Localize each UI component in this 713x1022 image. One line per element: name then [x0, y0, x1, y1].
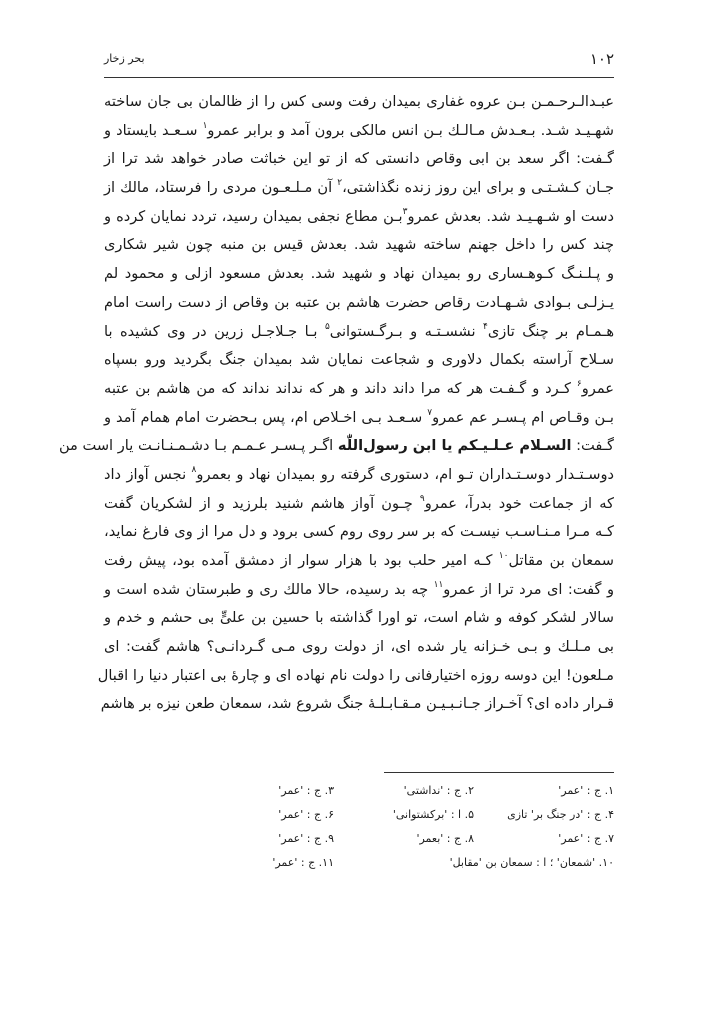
footnote: ۲. ج : 'نداشتی' [403, 784, 474, 797]
footnote: ۶. ج : 'عمر' [278, 808, 334, 821]
page-number: ۱۰۲ [589, 50, 614, 68]
running-title: بحر زخار [104, 52, 145, 65]
text-line: بـن وقـاص ام پـسـر عم عمرو$^۷$ سـعـد بـی اخـلاص ام، پس بـحضرت امام همام آمد و [104, 407, 614, 426]
footnote: ۷. ج : 'عمر' [558, 832, 614, 845]
body-text [58, 88, 615, 719]
footnote-marker: ۴ [483, 321, 488, 332]
footnote-marker: ۱۱ [433, 579, 444, 590]
bold-salutation: السـلام عـلـیـكم یا ابن رسول‌اللّٰه [337, 437, 572, 455]
header-rule [104, 77, 614, 78]
text-line: سـلاح آراسته بكمال دلاوری و شجاعت نمایان شد بمیدان جنگ بگردید ورو بسپاه [104, 351, 614, 369]
text-line: یـزلـی بـوادی شـهـادت رقاص حضرت هاشم بن عتبه بن وقاص از دست راست امام [104, 293, 614, 311]
text-line: گـفت: السـلام عـلـیـكم یا ابن رسول‌اللّٰه اگـر پـسـر عـمـم بـا دشـمـنـانـت یار است من [58, 437, 614, 455]
text-line: جـان كـشـتـی و برای این روز زنده نگذاشتی،$^۲$ آن مـلـعـون مردی را فرستاد، مالك از [104, 178, 614, 197]
footnote-marker: ۱ [202, 120, 208, 131]
footnote: ۹. ج : 'عمر' [278, 832, 334, 845]
text-line: شهـیـد شـد. بـعـدش مـالـك بـن انس مالكی برون آمد و برابر عمرو$^۱$ سـعـد بایستاد و [104, 120, 614, 139]
footnote-marker: ۶ [576, 378, 582, 389]
text-line: مـلعون! این دوسه روزه اختیارفانی را دولت نام نهاده ای و چارۀ بی اعتبار دنیا را اقبال [97, 666, 614, 684]
text-line: و گفت: ای مرد ترا از عمرو$^{۱۱}$ چه بد رسیده، حالا مالك ری و طبرستان شده است و [104, 579, 614, 598]
footnote-marker: ۱۰ [498, 551, 509, 561]
footnote: ۱۰. 'شمعان' ؛ ا : سمعان بن 'مقابل' [449, 856, 614, 869]
footnote-marker: ۷ [427, 407, 433, 418]
footnote-marker: ۸ [191, 464, 197, 475]
footnote-marker: ۳ [402, 206, 408, 217]
text-line: و پـلـنـگ كـوهـساری رو بمیدان نهاد و شهید شد. بعدش مسعود ازلی و محمود لم [104, 265, 614, 283]
footnote: ۱۱. ج : 'عمر' [272, 856, 334, 869]
footnote: ۱. ج : 'عمر' [558, 784, 614, 797]
footnote: ۵. ا : 'برکشتوانی' [392, 808, 474, 821]
footnote-row [194, 779, 614, 803]
text-line: عبـدالـرحـمـن بـن عروه غفاری بمیدان رفت وسی کس را از ظالمان بی جان ساخته [104, 93, 614, 110]
text-line: گـفت: اگر سعد بن ابی وقاص دانستی كه از تو این خباثت صادر خواهد شد ترا از [104, 150, 614, 168]
footnote-row [194, 803, 614, 827]
footnote-marker: ۵ [324, 321, 330, 332]
footnote: ۳. ج : 'عمر' [278, 784, 334, 797]
text-line: چند كس را داخل جهنم ساخته شهید شد. بعدش قیس بن منبه چون شیر شكاری [104, 236, 614, 254]
footnotes [194, 779, 614, 875]
text-line: دست او شـهـیـد شد. بعدش عمرو$^۳$بـن مطاع نجفی بمیدان رسید، تردد نمایان كرده و [104, 206, 614, 225]
text-line: بی مـلـك و بـی خـزانه یار شده ای، از دولت روی مـی گـردانـی؟ هاشم گفت: ای [104, 638, 614, 656]
footnote-row [194, 827, 614, 851]
footnote-marker: ۲ [337, 178, 343, 189]
footnote-marker: ۹ [419, 493, 425, 504]
text-line: كه از جماعت خود بدرآ، عمرو$^۹$ چـون آواز هاشم شنید بلرزید و از لشكریان گفت [104, 493, 614, 512]
text-line: سمعان بن مقاتل$^{۱۰}$ كـه امیر حلب بود با هزار سوار از دمشق آمده بود، پیش رفت [104, 551, 615, 569]
text-line: قـرار داده ای؟ آخـراز جـانـبـیـن مـقـابـلـۀ جنگ شروع شد، سمعان طعن نیزه بر هاشم [100, 695, 614, 713]
text-line: دوسـتـدار دوسـتـداران تـو ام، دستوری گرفته رو بمیدان نهاد و بعمرو$^۸$ نجس آواز داد [104, 464, 615, 483]
text-line: عمرو$^۶$ كـرد و گـفـت هر كه مرا داند داند و هر كه نداند نداند كه من هاشم بن عتبه [104, 378, 614, 397]
text-line: سالار لشكر كوفه و شام است، تو اورا گذاشته با حسین بن علیٍّ بی حشم و خدم و [104, 609, 614, 627]
page-header [104, 50, 614, 72]
footnote-row [194, 851, 614, 875]
footnote [334, 851, 474, 875]
footnote: ۴. ج : 'در جنگ بر' تازی [507, 808, 614, 821]
footnote-rule [384, 772, 614, 773]
text-line: كـه مـرا مـنـاسـب نیسـت كه بر سر روی روم كسی برود و دل مرا از وی فارغ نماید، [104, 523, 614, 541]
text-line: هـمـام بر چنگ تازی$^۴$ نشسـتـه و بـرگـستوانی$^۵$ بـا جـلاجـل زرین در وی كشیده با [104, 321, 615, 340]
footnote: ۸. ج : 'بعمر' [416, 832, 474, 845]
